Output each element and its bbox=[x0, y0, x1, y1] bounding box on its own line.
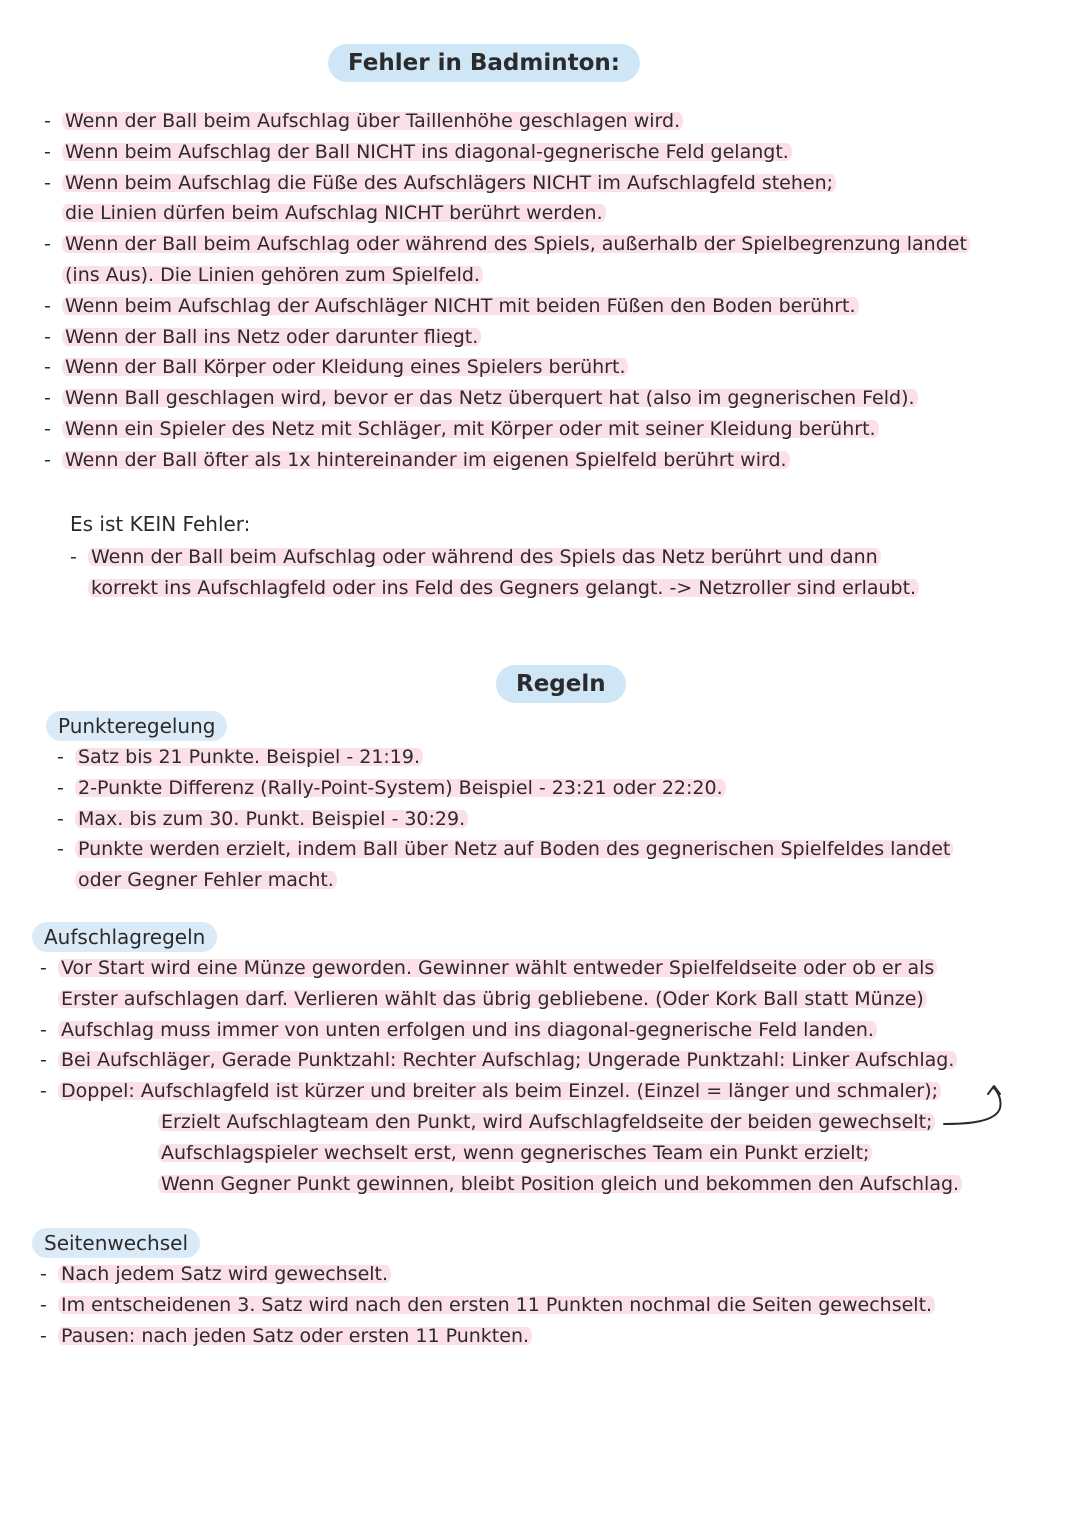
list-item-text: Wenn der Ball beim Aufschlag oder während des Spiels, außerhalb der Spielbegrenzung landet bbox=[62, 233, 970, 255]
kein-fehler-label: Es ist KEIN Fehler: bbox=[70, 512, 251, 536]
list-item-text: Max. bis zum 30. Punkt. Beispiel - 30:29. bbox=[75, 808, 468, 830]
seitenwechsel-label: Seitenwechsel bbox=[32, 1228, 200, 1258]
list-item-text: Punkte werden erzielt, indem Ball über Netz auf Boden des gegnerischen Spielfeldes landet bbox=[75, 838, 953, 860]
list-item-text: Wenn beim Aufschlag die Füße des Aufschlägers NICHT im Aufschlagfeld stehen; bbox=[62, 172, 836, 194]
list-item bbox=[57, 742, 953, 773]
bullet-dash: - bbox=[40, 1293, 47, 1316]
bullet-dash: - bbox=[40, 1263, 47, 1285]
list-item-text: Wenn ein Spieler des Netz mit Schläger, mit Körper oder mit seiner Kleidung berührt. bbox=[62, 418, 879, 440]
list-item bbox=[40, 1107, 962, 1138]
list-item bbox=[57, 773, 953, 804]
list-item bbox=[40, 1045, 962, 1076]
bullet-dash: - bbox=[44, 233, 51, 256]
list-item-text: Wenn der Ball beim Aufschlag oder während des Spiels das Netz berührt und dann bbox=[88, 546, 881, 568]
bullet-dash: - bbox=[57, 776, 64, 799]
list-item-text: Satz bis 21 Punkte. Beispiel - 21:19. bbox=[75, 746, 423, 768]
list-item bbox=[57, 865, 953, 896]
bullet-dash: - bbox=[44, 171, 51, 194]
list-item bbox=[44, 168, 970, 199]
list-item bbox=[44, 198, 970, 229]
list-item bbox=[57, 834, 953, 865]
bullet-dash: - bbox=[40, 1080, 47, 1103]
list-item bbox=[40, 984, 962, 1015]
fehler-list bbox=[44, 106, 970, 476]
list-item bbox=[70, 542, 919, 573]
seitenwechsel-list bbox=[40, 1259, 935, 1351]
list-item bbox=[40, 1138, 962, 1169]
list-item-text: Wenn der Ball beim Aufschlag über Taillenhöhe geschlagen wird. bbox=[62, 110, 683, 132]
list-item bbox=[40, 1076, 962, 1107]
list-item-text: Nach jedem Satz wird gewechselt. bbox=[58, 1263, 391, 1285]
list-item bbox=[40, 1015, 962, 1046]
bullet-dash: - bbox=[57, 746, 64, 768]
list-item bbox=[44, 260, 970, 291]
list-item-text: Bei Aufschläger, Gerade Punktzahl: Rechter Aufschlag; Ungerade Punktzahl: Linker Aufschlag. bbox=[58, 1049, 957, 1071]
aufschlagregeln-list bbox=[40, 953, 962, 1199]
list-item bbox=[44, 414, 970, 445]
kein-fehler-list bbox=[70, 542, 919, 604]
list-item-text: Pausen: nach jeden Satz oder ersten 11 Punkten. bbox=[58, 1325, 532, 1347]
bullet-dash: - bbox=[70, 546, 77, 568]
list-item bbox=[44, 352, 970, 383]
list-item-text: Doppel: Aufschlagfeld ist kürzer und breiter als beim Einzel. (Einzel = länger und schmaler); bbox=[58, 1080, 941, 1102]
list-item bbox=[40, 953, 962, 984]
bullet-dash: - bbox=[44, 140, 51, 163]
list-item-text: Wenn Ball geschlagen wird, bevor er das Netz überquert hat (also im gegnerischen Feld). bbox=[62, 387, 918, 409]
list-item-text: Wenn der Ball ins Netz oder darunter fliegt. bbox=[62, 326, 481, 348]
list-item-text: Wenn der Ball Körper oder Kleidung eines Spielers berührt. bbox=[62, 356, 628, 378]
list-item-text: Erster aufschlagen darf. Verlieren wählt das übrig gebliebene. (Oder Kork Ball statt Münze) bbox=[58, 988, 927, 1010]
bullet-dash: - bbox=[44, 325, 51, 348]
list-item bbox=[40, 1169, 962, 1200]
punkteregelung-list bbox=[57, 742, 953, 896]
list-item bbox=[44, 291, 970, 322]
bullet-dash: - bbox=[57, 838, 64, 861]
list-item bbox=[44, 445, 970, 476]
bullet-dash: - bbox=[57, 807, 64, 830]
list-item bbox=[57, 804, 953, 835]
bullet-dash: - bbox=[40, 1018, 47, 1041]
list-item bbox=[40, 1259, 935, 1290]
list-item-text: Erzielt Aufschlagteam den Punkt, wird Aufschlagfeldseite der beiden gewechselt; bbox=[158, 1111, 935, 1133]
list-item-text: Wenn beim Aufschlag der Aufschläger NICHT mit beiden Füßen den Boden berührt. bbox=[62, 295, 859, 317]
list-item-text: 2-Punkte Differenz (Rally-Point-System) Beispiel - 23:21 oder 22:20. bbox=[75, 777, 726, 799]
fehler-title: Fehler in Badminton: bbox=[328, 44, 640, 82]
curved-arrow-icon bbox=[938, 1078, 1010, 1140]
list-item bbox=[40, 1290, 935, 1321]
list-item-text: Im entscheidenen 3. Satz wird nach den ersten 11 Punkten nochmal die Seiten gewechselt. bbox=[58, 1294, 935, 1316]
bullet-dash: - bbox=[44, 356, 51, 379]
list-item-text: die Linien dürfen beim Aufschlag NICHT berührt werden. bbox=[62, 202, 606, 224]
list-item bbox=[44, 322, 970, 353]
list-item bbox=[44, 137, 970, 168]
aufschlagregeln-label: Aufschlagregeln bbox=[32, 922, 217, 952]
list-item bbox=[44, 229, 970, 260]
list-item-text: Wenn Gegner Punkt gewinnen, bleibt Position gleich und bekommen den Aufschlag. bbox=[158, 1173, 962, 1195]
bullet-dash: - bbox=[44, 448, 51, 471]
bullet-dash: - bbox=[40, 1049, 47, 1072]
bullet-dash: - bbox=[44, 294, 51, 317]
list-item-text: Aufschlagspieler wechselt erst, wenn gegnerisches Team ein Punkt erzielt; bbox=[158, 1142, 872, 1164]
punkteregelung-label: Punkteregelung bbox=[46, 711, 227, 741]
bullet-dash: - bbox=[40, 1324, 47, 1347]
list-item bbox=[44, 106, 970, 137]
list-item-text: Aufschlag muss immer von unten erfolgen und ins diagonal-gegnerische Feld landen. bbox=[58, 1019, 877, 1041]
list-item bbox=[70, 573, 919, 604]
list-item-text: Vor Start wird eine Münze geworden. Gewinner wählt entweder Spielfeldseite oder ob er als bbox=[58, 957, 937, 979]
bullet-dash: - bbox=[44, 387, 51, 410]
bullet-dash: - bbox=[44, 110, 51, 132]
list-item-text: Wenn der Ball öfter als 1x hintereinander im eigenen Spielfeld berührt wird. bbox=[62, 449, 790, 471]
list-item-text: Wenn beim Aufschlag der Ball NICHT ins diagonal-gegnerische Feld gelangt. bbox=[62, 141, 792, 163]
list-item-text: korrekt ins Aufschlagfeld oder ins Feld des Gegners gelangt. -> Netzroller sind erlaubt. bbox=[88, 577, 919, 599]
list-item-text: oder Gegner Fehler macht. bbox=[75, 869, 337, 891]
regeln-title: Regeln bbox=[496, 665, 626, 703]
list-item bbox=[40, 1321, 935, 1352]
bullet-dash: - bbox=[44, 417, 51, 440]
bullet-dash: - bbox=[40, 957, 47, 979]
list-item-text: (ins Aus). Die Linien gehören zum Spielfeld. bbox=[62, 264, 483, 286]
list-item bbox=[44, 383, 970, 414]
